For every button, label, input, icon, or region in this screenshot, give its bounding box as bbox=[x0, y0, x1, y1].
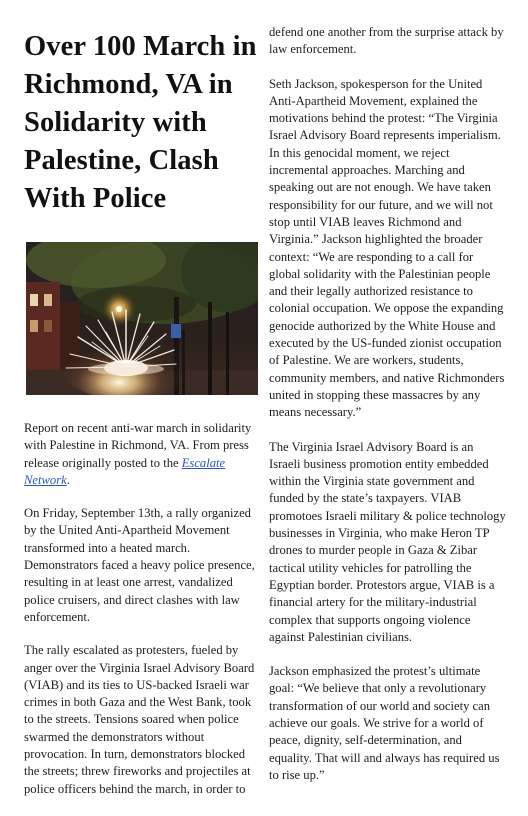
paragraph-rally: On Friday, September 13th, a rally organized by the United Anti-Apartheid Movement transformed into a heated march. Demonstrators faced a heavy police presence, resulting in at least one arrest, vandalized police cruisers, and direct clashes with law enforcement. bbox=[24, 506, 255, 624]
paragraph-viab: The Virginia Israel Advisory Board is an Israeli business promotion entity embedded within the Virginia state government and funded by the state’s taxpayers. VIAB promotoes Israeli military & police technology businesses in Virginia, who make Heron TP drones to murder people in Gaza & Zibar tactical utility vehicles for patrolling the Egyptian border. Protestors argue, VIAB is a financial artery for the military-industrial complex that supports ongoing violence against Palestinian civilians. bbox=[269, 439, 506, 644]
fireworks-street-photo bbox=[26, 242, 258, 395]
article-headline: Over 100 March in Richmond, VA in Solidarity with Palestine, Clash With Police bbox=[24, 31, 257, 214]
paragraph-goal: Jackson emphasized the protest’s ultimate goal: “We believe that only a revolutionary transformation of our world and society can achieve our goals. We strive for a world of peace, dignity, self-determination, and equality. That will and always has required us to rise up.” bbox=[269, 664, 500, 782]
article-photo bbox=[26, 242, 258, 395]
left-column bbox=[24, 28, 258, 814]
intro-paragraph bbox=[24, 420, 258, 489]
paragraph-escalation-continued: defend one another from the surprise attack by law enforcement. bbox=[269, 25, 504, 57]
paragraph-jackson-quote: Seth Jackson, spokesperson for the United Anti-Apartheid Movement, explained the motivations behind the protest: “The Virginia Israel Advisory Board represents imperialism. In this genocidal moment, we reject incremental approaches. Marching and speaking out are not enough. We have taken responsibility for our future, and we will not stop until VIAB leaves Richmond and Virginia.” Jackson highlighted the broader context: “We are responding to a call for global solidarity with the Palestinian people and their legally authorized resistance to colonial occupation. We oppose the expanding genocide authorized by the White House and executed by the US-funded zionist occupation of Palestine. We are workers, students, community members, and native Richmonders united in stopping these massacres by any means necessary.” bbox=[269, 76, 505, 420]
right-column bbox=[269, 24, 507, 801]
paragraph-escalation: The rally escalated as protesters, fueled by anger over the Virginia Israel Advisory Board (VIAB) and its ties to US-backed Israeli war crimes in both Gaza and the West Bank, took to the streets. Tensions soared when police swarmed the demonstrators without provocation. In turn, demonstrators blocked the streets; threw fireworks and projectiles at police officers behind the march, in order to bbox=[24, 643, 255, 796]
escalate-network-link[interactable]: Escalate Network bbox=[24, 455, 226, 487]
intro-end: . bbox=[66, 472, 70, 487]
intro-text: Report on recent anti-war march in solidarity with Palestine in Richmond, VA. From press release originally posted to the bbox=[24, 421, 252, 470]
